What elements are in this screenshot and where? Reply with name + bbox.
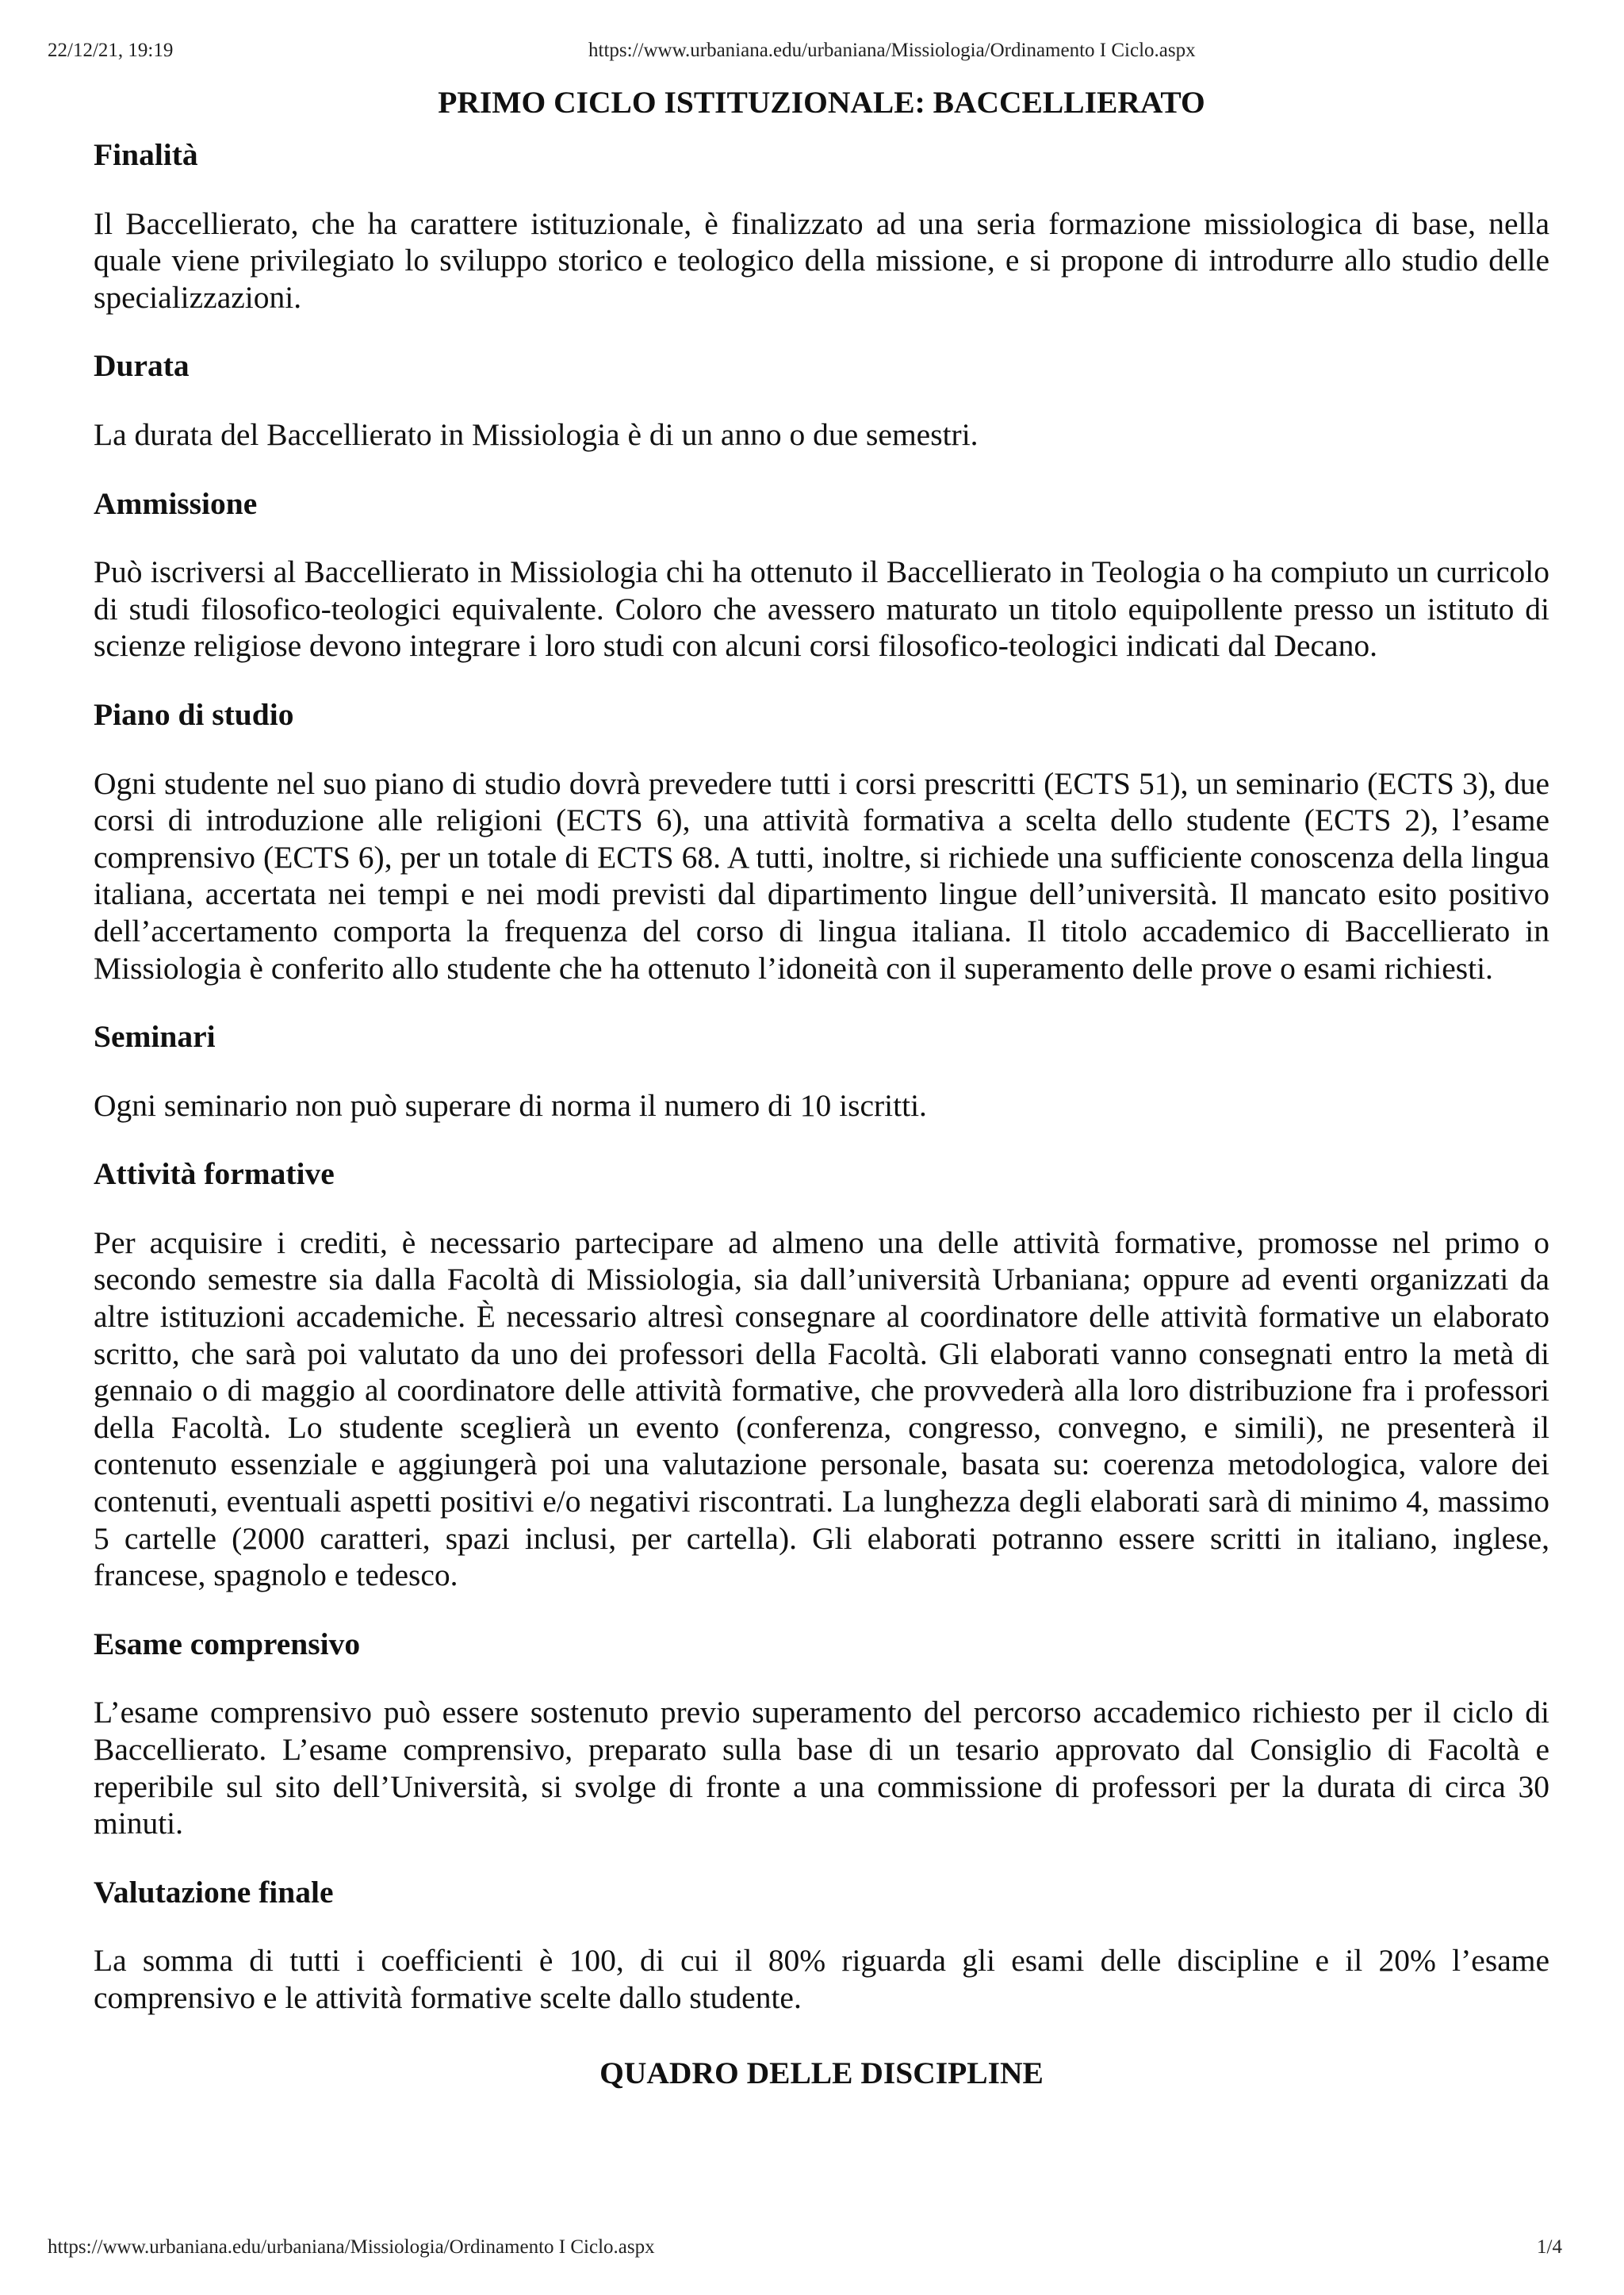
header-url: https://www.urbaniana.edu/urbaniana/Missiologia/Ordinamento I Ciclo.aspx — [588, 40, 1196, 61]
section-text-attivita-formative: Per acquisire i crediti, è necessario partecipare ad almeno una delle attività formative, promosse nel primo o secondo semestre sia dalla Facoltà di Missiologia, sia dall’università Urbaniana; oppure ad eventi organizzati da altre istituzioni accademiche. È necessario altresì consegnare al coordinatore delle attività formative un elaborato scritto, che sarà poi valutato da uno dei professori della Facoltà. Gli elaborati vanno consegnati entro la metà di gennaio o di maggio al coordinatore delle attività formative, che provvederà alla loro distribuzione fra i professori della Facoltà. Lo studente sceglierà un evento (conferenza, congresso, convegno, e simili), ne presenterà il contenuto essenziale e aggiungerà poi una valutazione personale, basata su: coerenza metodologica, valore dei contenuti, eventuali aspetti positivi e/o negativi riscontrati. La lunghezza degli elaborati sarà di minimo 4, massimo 5 cartelle (2000 caratteri, spazi inclusi, per cartella). Gli elaborati potranno essere scritti in italiano, inglese, francese, spagnolo e tedesco. — [94, 1224, 1549, 1593]
page-title: PRIMO CICLO ISTITUZIONALE: BACCELLIERATO — [438, 85, 1205, 120]
section-heading-durata: Durata — [94, 348, 190, 384]
section-heading-attivita-formative: Attività formative — [94, 1156, 335, 1192]
section-text-finalita: Il Baccellierato, che ha carattere istituzionale, è finalizzato ad una seria formazione missiologica di base, nella quale viene privilegiato lo sviluppo storico e teologico della missione, e si propone di introdurre allo studio delle specializzazioni. — [94, 205, 1549, 315]
section-text-ammissione: Può iscriversi al Baccellierato in Missiologia chi ha ottenuto il Baccellierato in Teologia o ha compiuto un curricolo di studi filosofico-teologici equivalente. Coloro che avessero maturato un titolo equipollente presso un istituto di scienze religiose devono integrare i loro studi con alcuni corsi filosofico-teologici indicati dal Decano. — [94, 554, 1549, 664]
section-heading-ammissione: Ammissione — [94, 485, 258, 521]
page-number: 1/4 — [1537, 2236, 1562, 2258]
section-heading-esame-comprensivo: Esame comprensivo — [94, 1626, 361, 1661]
section-text-esame-comprensivo: L’esame comprensivo può essere sostenuto previo superamento del percorso accademico richiesto per il ciclo di Baccellierato. L’esame comprensivo, preparato sulla base di un tesario approvato dal Consiglio di Facoltà e reperibile sul sito dell’Università, si svolge di fronte a una commissione di professori per la durata di circa 30 minuti. — [94, 1695, 1549, 1841]
footer-url: https://www.urbaniana.edu/urbaniana/Missiologia/Ordinamento I Ciclo.aspx — [48, 2236, 655, 2258]
section-heading-valutazione-finale: Valutazione finale — [94, 1874, 334, 1910]
section-text-durata: La durata del Baccellierato in Missiologia è di un anno o due semestri. — [94, 416, 979, 452]
section-text-piano-di-studio: Ogni studente nel suo piano di studio dovrà prevedere tutti i corsi prescritti (ECTS 51), un seminario (ECTS 3), due corsi di introduzione alle religioni (ECTS 6), una attività formativa a scelta dello studente (ECTS 2), l’esame comprensivo (ECTS 6), per un totale di ECTS 68. A tutti, inoltre, si richiede una sufficiente conoscenza della lingua italiana, accertata nei tempi e nei modi previsti dal dipartimento lingue dell’università. Il mancato esito positivo dell’accertamento comporta la frequenza del corso di lingua italiana. Il titolo accademico di Baccellierato in Missiologia è conferito allo studente che ha ottenuto l’idoneità con il superamento delle prove o esami richiesti. — [94, 765, 1549, 986]
print-date: 22/12/21, 19:19 — [48, 40, 174, 61]
section-heading-piano-di-studio: Piano di studio — [94, 696, 294, 732]
document-body — [94, 84, 1549, 2091]
section-text-seminari: Ogni seminario non può superare di norma il numero di 10 iscritti. — [94, 1087, 927, 1123]
quadro-discipline-title: QUADRO DELLE DISCIPLINE — [599, 2055, 1044, 2090]
section-text-valutazione-finale: La somma di tutti i coefficienti è 100, di cui il 80% riguarda gli esami delle discipline e il 20% l’esame comprensivo e le attività formative scelte dallo studente. — [94, 1943, 1549, 2015]
section-heading-seminari: Seminari — [94, 1019, 216, 1055]
section-heading-finalita: Finalità — [94, 137, 198, 172]
